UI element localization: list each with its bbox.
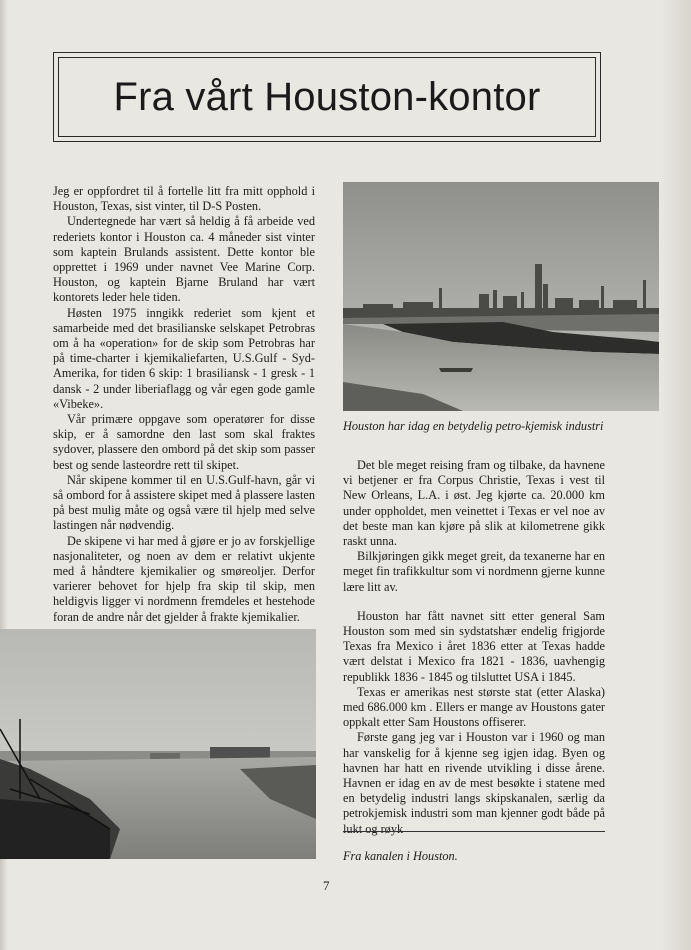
paragraph: Texas er amerikas nest største stat (etter Alaska) med 686.000 km . Ellers er mange av Houstons gater oppkalt etter Sam Houstons offiserer.	[343, 684, 605, 730]
photo-petrochemical-industry	[343, 182, 659, 411]
title-inner-frame	[58, 57, 596, 137]
paragraph: De skipene vi har med å gjøre er jo av forskjellige nasjonaliteter, og noen av dem er relativt ukjente med å håndtere kjemikalier og smøreoljer. Derfor varierer behovet for hjelp fra skip til skip, men heldigvis ligger vi nordmenn fremdeles et hestehode foran de andre når det gjelder å frakte kjemikalier.	[53, 533, 315, 624]
paragraph: Høsten 1975 inngikk rederiet som kjent et samarbeide med det brasilianske selskapet Petrobras om å ha «operation» for de skip som Petrobras har på time-charter i kjemikaliefarten, U.S.Gulf - Syd-Amerika, for tiden 6 skip: 1 brasiliansk - 1 gresk - 1 dansk - 2 under liberiaflagg og vår egen gode gamle «Vibeke».	[53, 305, 315, 411]
paragraph: Bilkjøringen gikk meget greit, da texanerne har en meget fin trafikkultur som vi nordmenn gjerne kunne lære litt av.	[343, 549, 605, 594]
paragraph: Vår primære oppgave som operatører for disse skip, er å samordne den last som skal fraktes sydover, plassere den ombord på det skip som passer best og sende lasteordre rett til skipet.	[53, 412, 315, 472]
paragraph: Det ble meget reising fram og tilbake, da havnene vi betjener er fra Corpus Christie, Texas i vest til New Orleans, L.A. i øst. Jeg kjørte ca. 20.000 km under oppholdet, men veinettet i Texas er vel noe av det beste man kan kjøre på slik at kilometrene gikk raskt unna.	[343, 458, 605, 549]
paragraph: Jeg er oppfordret til å fortelle litt fra mitt opphold i Houston, Texas, sist vinter, til D-S Posten.	[53, 184, 315, 214]
photo-houston-canal	[0, 629, 316, 859]
page-title: Fra vårt Houston-kontor	[113, 74, 541, 119]
photo-caption: Fra kanalen i Houston.	[343, 849, 458, 863]
paragraph: Når skipene kommer til en U.S.Gulf-havn, går vi så ombord for å assistere skipet med å plassere lasten på best mulig måte og også være til hjelp med selve lastingen når nødvendig.	[53, 472, 315, 533]
paragraph: Første gang jeg var i Houston var i 1960 og man har vanskelig for å kjenne seg igjen idag. Byen og havnen har hatt en rivende utvikling i disse årene. Havnen er idag en av de mest besøkte i statene med en betydelig industri langs skipskanalen, særlig da petrokjemisk industri som man kjenner godt både på lukt og røyk	[343, 730, 605, 836]
paragraph: Undertegnede har vært så heldig å få arbeide ved rederiets kontor i Houston ca. 4 måneder sist vinter som kaptein Brulands assistent. Dette kontor ble opprettet i 1969 under navnet Vee Marine Corp. Houston, og kaptein Bjarne Bruland har vært kontorets leder hele tiden.	[53, 214, 315, 305]
title-frame	[53, 52, 601, 142]
page-number: 7	[323, 878, 330, 893]
paragraph: Houston har fått navnet sitt etter general Sam Houston som med sin sydstatshær endelig frigjorde Texas fra Mexico i året 1836 etter at Texas hadde vært delstat i Mexico fra 1821 - 1836, uavhengig republikk 1836 - 1845 og tilsluttet USA i 1845.	[343, 608, 605, 684]
page-right-edge	[661, 0, 691, 950]
left-column-text	[53, 184, 315, 625]
caption-divider	[343, 831, 605, 832]
photo-caption: Houston har idag en betydelig petro-kjemisk industri	[343, 419, 604, 433]
right-column-text	[343, 458, 605, 837]
